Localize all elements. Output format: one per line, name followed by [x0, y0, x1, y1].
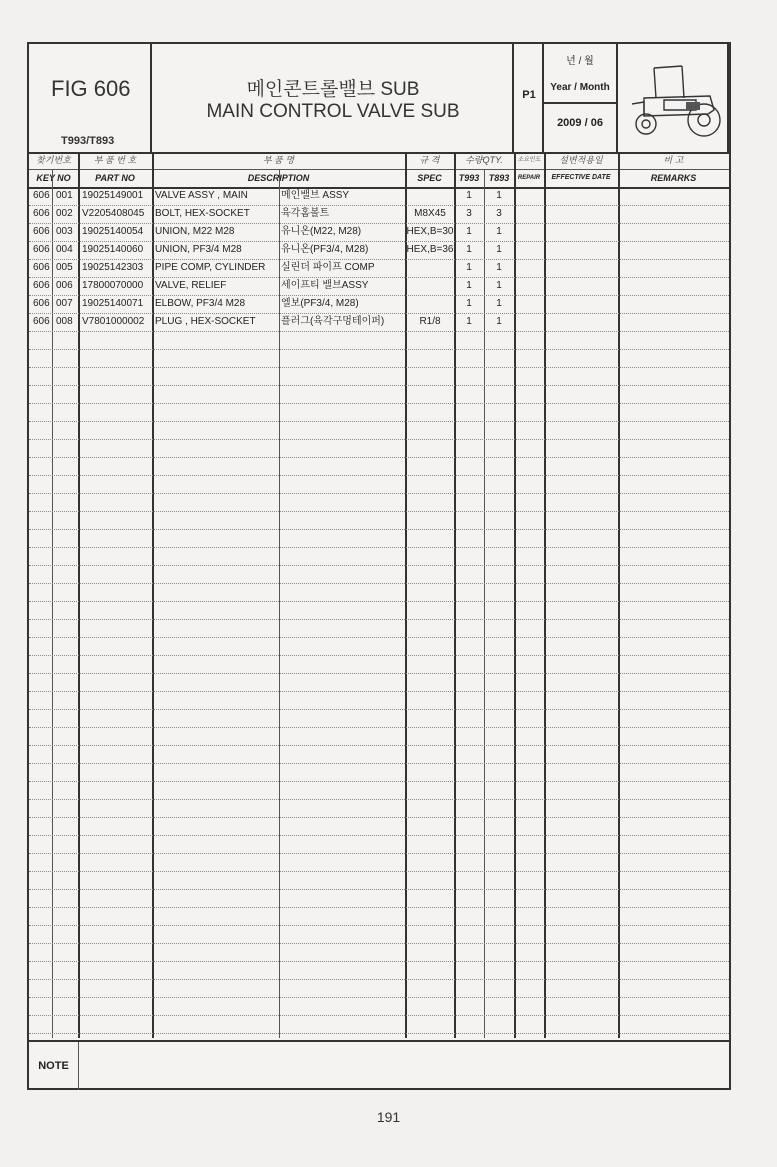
- page-number: 191: [376, 1109, 401, 1125]
- part-number-cell: 19025142303: [82, 262, 144, 273]
- qty-t893-cell: 1: [496, 244, 502, 255]
- description-cell: VALVE ASSY , MAIN: [155, 190, 248, 201]
- empty-table-row: [29, 835, 729, 854]
- key-no-cell: 606: [33, 316, 50, 327]
- date-cell: [544, 44, 618, 152]
- empty-table-row: [29, 727, 729, 746]
- qty-t993-cell: 3: [466, 208, 472, 219]
- empty-table-row: [29, 907, 729, 926]
- column-header-english: [29, 169, 729, 189]
- note-section: [29, 1040, 729, 1090]
- part-number-cell: 17800070000: [82, 280, 144, 291]
- description-korean-cell: 플러그(육각구멍테이퍼): [281, 316, 385, 327]
- key-sub-no-cell: 002: [56, 208, 73, 219]
- qty-t993-cell: 1: [466, 280, 472, 291]
- qty-t993-cell: 1: [466, 244, 472, 255]
- empty-table-row: [29, 655, 729, 674]
- key-no-cell: 606: [33, 298, 50, 309]
- tractor-image-cell: [618, 44, 729, 152]
- table-row: [29, 313, 729, 332]
- col-key: KEY NO: [36, 173, 71, 183]
- col-repair-ko: 소요인도: [517, 157, 541, 163]
- page-cell: [514, 44, 544, 152]
- empty-table-row: [29, 871, 729, 890]
- col-qty-ko: 수량QTY.: [465, 155, 503, 165]
- empty-table-row: [29, 691, 729, 710]
- description-korean-cell: 유니온(PF3/4, M28): [281, 244, 369, 255]
- key-no-cell: 606: [33, 226, 50, 237]
- key-no-cell: 606: [33, 244, 50, 255]
- empty-table-row: [29, 385, 729, 404]
- key-sub-no-cell: 005: [56, 262, 73, 273]
- part-number-cell: 19025140060: [82, 244, 144, 255]
- title-korean: 메인콘트롤밸브 SUB: [246, 79, 420, 100]
- key-sub-no-cell: 003: [56, 226, 73, 237]
- date-label-korean: 년 / 월: [566, 56, 594, 67]
- description-cell: PIPE COMP, CYLINDER: [155, 262, 266, 273]
- title-english: MAIN CONTROL VALVE SUB: [206, 101, 460, 122]
- qty-t993-cell: 1: [466, 316, 472, 327]
- table-row: [29, 187, 729, 206]
- empty-table-row: [29, 889, 729, 908]
- qty-t893-cell: 1: [496, 262, 502, 273]
- col-effective: EFFECTIVE DATE: [551, 174, 611, 181]
- empty-table-row: [29, 763, 729, 782]
- description-cell: PLUG , HEX-SOCKET: [155, 316, 256, 327]
- col-spec-ko: 규 격: [419, 155, 440, 165]
- sheet-header: [29, 44, 729, 154]
- note-label: NOTE: [29, 1042, 79, 1090]
- tractor-icon: [624, 58, 722, 138]
- table-row: [29, 259, 729, 278]
- description-korean-cell: 메인밸브 ASSY: [281, 190, 350, 201]
- description-cell: UNION, M22 M28: [155, 226, 235, 237]
- col-part: PART NO: [95, 173, 135, 183]
- empty-table-row: [29, 349, 729, 368]
- empty-table-row: [29, 817, 729, 836]
- col-key-ko: 찾기번호: [36, 155, 71, 165]
- empty-table-row: [29, 799, 729, 818]
- empty-table-row: [29, 997, 729, 1016]
- description-korean-cell: 세이프티 밸브ASSY: [281, 280, 369, 291]
- empty-table-row: [29, 979, 729, 998]
- key-no-cell: 606: [33, 262, 50, 273]
- table-row: [29, 223, 729, 242]
- qty-t893-cell: 1: [496, 280, 502, 291]
- col-remarks-ko: 비 고: [663, 155, 684, 165]
- empty-table-row: [29, 367, 729, 386]
- empty-table-row: [29, 853, 729, 872]
- col-effective-ko: 설변적용일: [559, 155, 603, 165]
- table-row: [29, 277, 729, 296]
- key-sub-no-cell: 008: [56, 316, 73, 327]
- empty-table-row: [29, 529, 729, 548]
- col-qty-t993: T993: [458, 173, 480, 183]
- table-row: [29, 241, 729, 260]
- table-row: [29, 295, 729, 314]
- description-cell: UNION, PF3/4 M28: [155, 244, 242, 255]
- page-label: P1: [522, 89, 536, 101]
- empty-table-row: [29, 421, 729, 440]
- col-part-ko: 부 품 번 호: [93, 155, 137, 165]
- part-number-cell: 19025149001: [82, 190, 144, 201]
- title-cell: [152, 44, 514, 152]
- empty-table-row: [29, 619, 729, 638]
- table-row: [29, 205, 729, 224]
- key-sub-no-cell: 004: [56, 244, 73, 255]
- key-no-cell: 606: [33, 208, 50, 219]
- empty-table-row: [29, 331, 729, 350]
- key-sub-no-cell: 006: [56, 280, 73, 291]
- empty-table-row: [29, 403, 729, 422]
- qty-t993-cell: 1: [466, 298, 472, 309]
- col-spec: SPEC: [417, 173, 442, 183]
- empty-table-row: [29, 637, 729, 656]
- part-number-cell: V7801000002: [82, 316, 145, 327]
- description-cell: VALVE, RELIEF: [155, 280, 227, 291]
- empty-table-row: [29, 601, 729, 620]
- qty-t893-cell: 3: [496, 208, 502, 219]
- col-desc: DESCRIPTION: [247, 173, 310, 183]
- key-sub-no-cell: 007: [56, 298, 73, 309]
- description-cell: ELBOW, PF3/4 M28: [155, 298, 246, 309]
- empty-table-row: [29, 1015, 729, 1034]
- qty-t893-cell: 1: [496, 316, 502, 327]
- col-desc-ko: 부 품 명: [262, 155, 295, 165]
- parts-sheet: [27, 42, 731, 1090]
- figure-cell: [29, 44, 152, 152]
- empty-table-row: [29, 457, 729, 476]
- qty-t993-cell: 1: [466, 226, 472, 237]
- description-cell: BOLT, HEX-SOCKET: [155, 208, 250, 219]
- key-no-cell: 606: [33, 280, 50, 291]
- spec-cell: M8X45: [414, 208, 446, 219]
- empty-table-row: [29, 745, 729, 764]
- empty-table-row: [29, 961, 729, 980]
- empty-table-row: [29, 925, 729, 944]
- part-number-cell: 19025140071: [82, 298, 144, 309]
- description-korean-cell: 엘보(PF3/4, M28): [281, 298, 359, 309]
- description-korean-cell: 실린더 파이프 COMP: [281, 262, 375, 273]
- spec-cell: R1/8: [419, 316, 441, 327]
- empty-table-row: [29, 511, 729, 530]
- empty-table-row: [29, 583, 729, 602]
- qty-t993-cell: 1: [466, 262, 472, 273]
- empty-table-row: [29, 781, 729, 800]
- spec-cell: HEX,B=30: [406, 226, 454, 237]
- empty-table-row: [29, 709, 729, 728]
- column-header-korean: [29, 152, 729, 170]
- empty-table-row: [29, 943, 729, 962]
- part-number-cell: 19025140054: [82, 226, 144, 237]
- spec-cell: HEX,B=36: [406, 244, 454, 255]
- col-repair: REPAIR: [517, 175, 541, 181]
- qty-t993-cell: 1: [466, 190, 472, 201]
- description-korean-cell: 육각홈볼트: [281, 208, 330, 219]
- col-remarks: REMARKS: [650, 173, 697, 183]
- date-divider: [544, 102, 616, 104]
- description-korean-cell: 유니온(M22, M28): [281, 226, 362, 237]
- empty-table-row: [29, 565, 729, 584]
- qty-t893-cell: 1: [496, 226, 502, 237]
- date-value: 2009 / 06: [557, 117, 603, 129]
- date-label-english: Year / Month: [550, 82, 610, 93]
- model-label: T993/T893: [61, 135, 115, 147]
- qty-t893-cell: 1: [496, 190, 502, 201]
- empty-table-row: [29, 547, 729, 566]
- empty-table-row: [29, 493, 729, 512]
- empty-table-row: [29, 439, 729, 458]
- empty-table-row: [29, 673, 729, 692]
- key-sub-no-cell: 001: [56, 190, 73, 201]
- figure-number: FIG 606: [51, 76, 131, 101]
- qty-t893-cell: 1: [496, 298, 502, 309]
- empty-table-row: [29, 475, 729, 494]
- part-number-cell: V2205408045: [82, 208, 145, 219]
- col-qty-t893: T893: [488, 173, 510, 183]
- key-no-cell: 606: [33, 190, 50, 201]
